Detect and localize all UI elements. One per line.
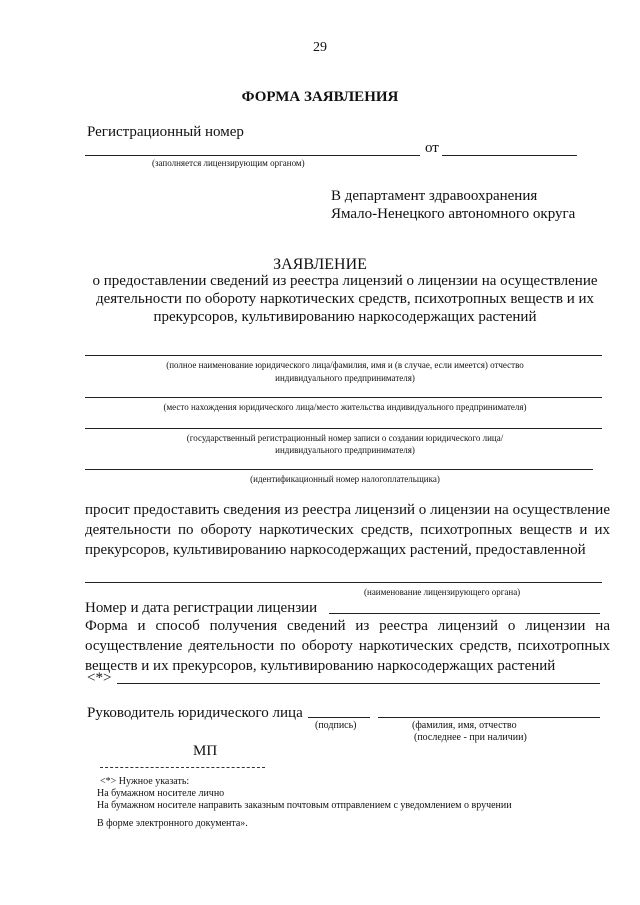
signature-note: (подпись) xyxy=(315,720,357,731)
registration-number-field[interactable] xyxy=(85,155,420,156)
stamp-label: МП xyxy=(193,743,218,759)
head-name-field[interactable] xyxy=(378,717,600,718)
reg-number-note-1: (государственный регистрационный номер записи о создании юридического лица/ xyxy=(186,433,504,443)
registration-number-label: Регистрационный номер xyxy=(87,124,244,140)
signature-field[interactable] xyxy=(308,717,370,718)
statement-line-2: деятельности по обороту наркотических средств, психотропных веществ и их xyxy=(95,291,595,307)
registration-date-label: от xyxy=(425,140,439,156)
method-field[interactable] xyxy=(117,683,600,684)
footnote-line-3: На бумажном носителе направить заказным почтовым отправлением с уведомлением о вручении xyxy=(97,800,512,811)
reg-number-note-2: индивидуального предпринимателя) xyxy=(275,445,415,455)
footnote-mark: <*> xyxy=(87,670,112,686)
license-number-field[interactable] xyxy=(329,613,600,614)
footnote-line-2: На бумажном носителе лично xyxy=(97,788,225,799)
full-name-note-1: (полное наименование юридического лица/фамилия, имя и (в случае, если имеется) отчество xyxy=(166,360,524,370)
footnote-divider xyxy=(100,767,265,768)
recipient-line-2: Ямало-Ненецкого автономного округа xyxy=(331,206,576,222)
inn-field[interactable] xyxy=(85,469,593,470)
footnote-line-4: В форме электронного документа». xyxy=(97,818,248,829)
page-number: 29 xyxy=(313,40,327,55)
footnote-line-1: <*> Нужное указать: xyxy=(100,776,190,787)
head-label: Руководитель юридического лица xyxy=(87,705,303,721)
license-number-label: Номер и дата регистрации лицензии xyxy=(85,600,318,616)
registration-note: (заполняется лицензирующим органом) xyxy=(152,158,305,168)
registration-date-field[interactable] xyxy=(442,155,577,156)
request-text: просит предоставить сведения из реестра лицензий о лицензии на осуществление деятельности по обороту наркотических средств, психотропных веществ и их прекурсоров, культивированию наркосодержащих растений, предоставленной xyxy=(85,502,610,558)
statement-title: ЗАЯВЛЕНИЕ xyxy=(273,256,367,273)
statement-line-3: прекурсоров, культивированию наркосодержащих растений xyxy=(153,309,537,325)
method-text: Форма и способ получения сведений из реестра лицензий о лицензии на осуществление деятельности по обороту наркотических средств, психотропных веществ и их прекурсоров, культивированию наркосодержащих растений xyxy=(85,618,610,674)
recipient-line-1: В департамент здравоохранения xyxy=(331,188,538,204)
form-title: ФОРМА ЗАЯВЛЕНИЯ xyxy=(241,89,399,105)
full-name-field[interactable] xyxy=(85,355,602,356)
licensing-authority-field[interactable] xyxy=(85,582,602,583)
full-name-note-2: индивидуального предпринимателя) xyxy=(275,373,415,383)
inn-note: (идентификационный номер налогоплательщика) xyxy=(250,474,440,484)
name-note-1: (фамилия, имя, отчество xyxy=(412,720,517,731)
authority-note: (наименование лицензирующего органа) xyxy=(364,587,521,597)
location-note: (место нахождения юридического лица/место жительства индивидуального предпринимателя) xyxy=(163,402,527,412)
statement-line-1: о предоставлении сведений из реестра лицензий о лицензии на осуществление xyxy=(92,273,598,289)
name-note-2: (последнее - при наличии) xyxy=(414,732,527,743)
location-field[interactable] xyxy=(85,397,602,398)
reg-number-field[interactable] xyxy=(85,428,602,429)
